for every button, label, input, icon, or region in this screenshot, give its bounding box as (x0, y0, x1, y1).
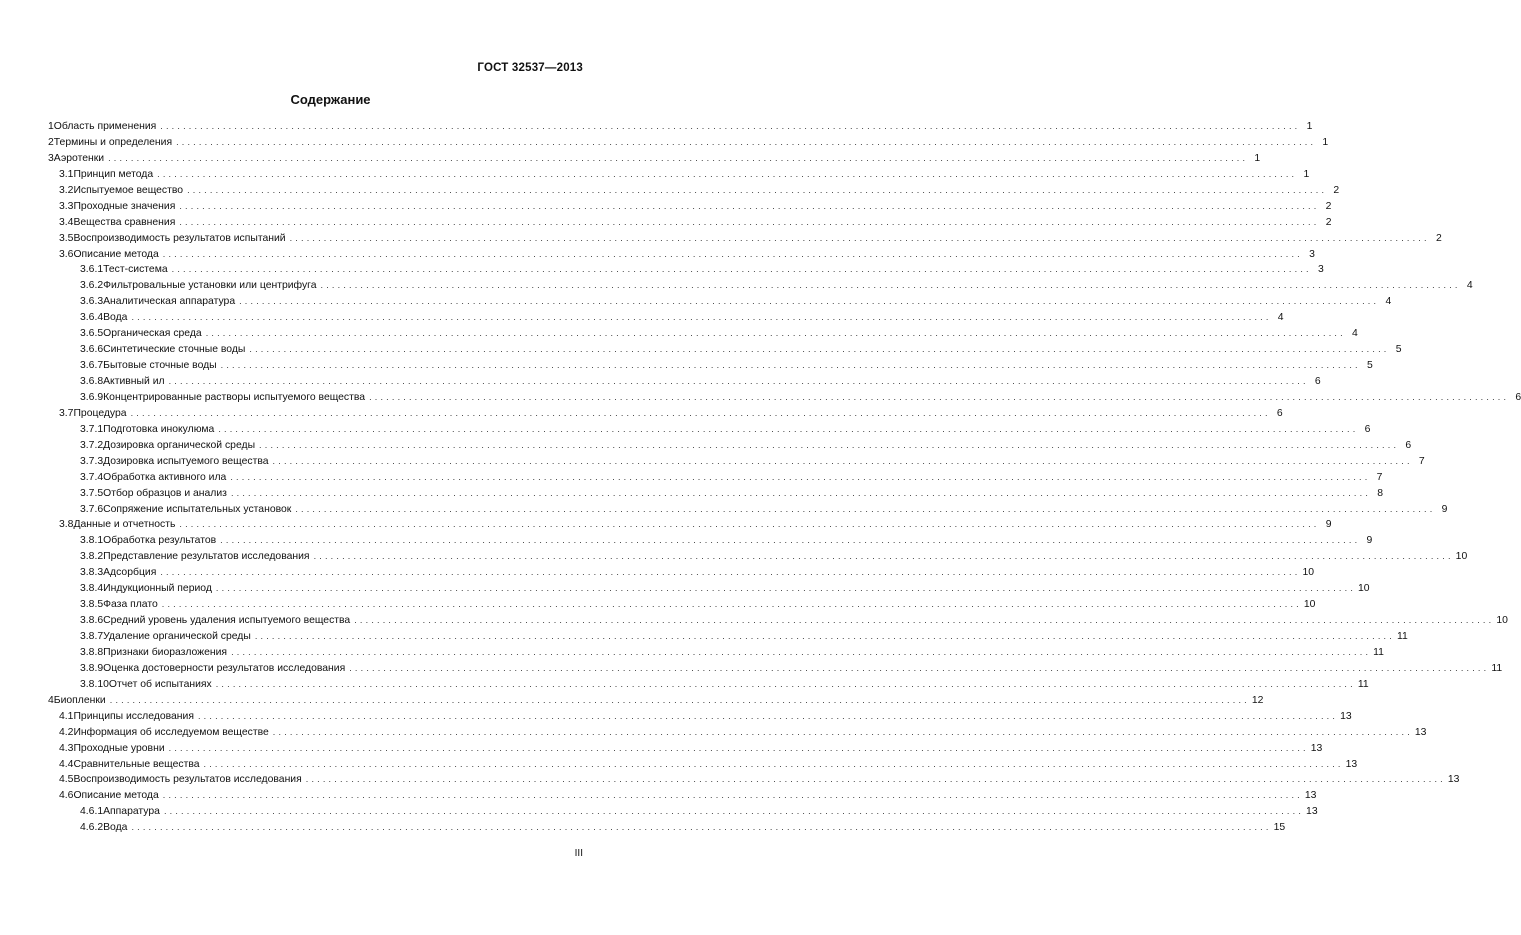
toc-entry-page: 5 (1366, 360, 1373, 372)
toc-entry-page: 1 (1306, 121, 1313, 132)
toc-entry-title: Вода (103, 312, 128, 324)
toc-entry-page: 4 (1277, 312, 1284, 324)
toc-entry-number: 3.2 (59, 184, 74, 196)
toc-entry[interactable] (48, 135, 1329, 151)
dot-leader: ........................................................................................................................................................................................................ (272, 726, 1413, 737)
toc-entry-number: 3.7.3 (80, 455, 104, 467)
toc-entry-number: 3.7.2 (80, 439, 104, 451)
toc-entry[interactable] (48, 757, 1358, 773)
toc-entry[interactable] (48, 119, 1313, 135)
toc-entry-number: 3.7.6 (80, 503, 104, 515)
toc-entry-title: Воспроизводимость результатов исследования (73, 774, 302, 786)
toc-entry-number: 4.3 (59, 742, 74, 754)
dot-leader: ........................................................................................................................................................................................................ (272, 455, 1413, 466)
toc-entry-number: 3.8 (59, 519, 74, 531)
toc-entry[interactable] (48, 629, 1408, 645)
toc-entry-number: 3.6.9 (80, 391, 104, 403)
toc-entry-number: 1 (48, 121, 54, 132)
toc-entry[interactable] (48, 581, 1370, 597)
toc-entry-page: 13 (1310, 742, 1323, 754)
dot-leader: ........................................................................................................................................................................................................ (259, 439, 1400, 450)
dot-leader: ........................................................................................................................................................................................................ (349, 662, 1490, 673)
toc-entry-number: 3.6.2 (80, 280, 104, 292)
toc-entry-title: Процедура (73, 407, 127, 419)
toc-entry-number: 3.8.3 (80, 567, 104, 579)
toc-entry-number: 3.6.8 (80, 376, 104, 387)
toc-entry-number: 3.6.5 (80, 328, 104, 340)
toc-entry[interactable] (48, 741, 1323, 757)
toc-entry-number: 3.8.7 (80, 631, 104, 642)
toc-entry-page: 7 (1418, 455, 1425, 467)
dot-leader: ........................................................................................................................................................................................................ (295, 503, 1436, 514)
toc-entry-title: Принцип метода (73, 168, 154, 180)
toc-entry[interactable] (48, 677, 1369, 693)
dot-leader: ........................................................................................................................................................................................................ (108, 152, 1249, 163)
toc-entry-title: Проходные уровни (73, 742, 165, 754)
toc-entry[interactable] (48, 422, 1371, 438)
toc-entry-number: 4.6.1 (80, 806, 104, 818)
toc-entry-number: 3.7.1 (80, 423, 104, 435)
toc-entry-number: 3.7.4 (80, 471, 104, 483)
toc-entry[interactable] (48, 470, 1383, 486)
toc-entry-page: 6 (1515, 391, 1521, 403)
toc-entry-page: 10 (1455, 551, 1468, 563)
toc-entry[interactable] (48, 709, 1352, 725)
dot-leader: ........................................................................................................................................................................................................ (230, 471, 1371, 482)
toc-entry-number: 3.6.6 (80, 344, 104, 356)
toc-entry-page: 13 (1414, 726, 1427, 738)
dot-leader: ........................................................................................................................................................................................................ (162, 790, 1303, 801)
toc-entry[interactable] (48, 533, 1373, 549)
dot-leader: ........................................................................................................................................................................................................ (163, 806, 1305, 817)
dot-leader: ........................................................................................................................................................................................................ (187, 184, 1328, 195)
dot-leader: ........................................................................................................................................................................................................ (131, 822, 1272, 833)
toc-entry[interactable] (48, 597, 1316, 613)
dot-leader: ........................................................................................................................................................................................................ (176, 136, 1317, 147)
toc-entry-number: 4.6 (59, 790, 74, 802)
toc-entry-page: 11 (1491, 662, 1503, 674)
table-of-contents (48, 119, 1521, 836)
toc-entry[interactable] (48, 231, 1442, 247)
toc-entry-page: 9 (1325, 519, 1332, 531)
toc-entry-number: 3.6.4 (80, 312, 104, 324)
toc-entry-number: 3.8.2 (80, 551, 104, 563)
dot-leader: ........................................................................................................................................................................................................ (230, 487, 1372, 498)
toc-entry-page: 3 (1309, 248, 1315, 260)
toc-entry-page: 13 (1306, 806, 1318, 818)
toc-entry-number: 3.8.1 (80, 535, 104, 547)
dot-leader: ........................................................................................................................................................................................................ (239, 296, 1380, 307)
toc-entry-title: Аэротенки (53, 152, 105, 164)
toc-entry-title: Представление результатов исследования (103, 551, 310, 563)
toc-entry-title: Термины и определения (53, 136, 173, 148)
toc-entry[interactable] (48, 725, 1427, 741)
toc-entry-number: 3.6.3 (80, 296, 104, 308)
toc-entry-number: 4.2 (59, 726, 74, 738)
toc-entry-number: 3.1 (59, 168, 74, 180)
toc-entry-title: Принципы исследования (73, 710, 194, 722)
dot-leader: ........................................................................................................................................................................................................ (179, 200, 1320, 211)
toc-entry-title: Отбор образцов и анализ (103, 487, 227, 499)
toc-entry[interactable] (48, 358, 1373, 374)
toc-entry-page: 5 (1395, 344, 1402, 356)
toc-entry-title: Подготовка инокулюма (103, 423, 215, 435)
toc-entry-title: Удаление органической среды (103, 631, 251, 642)
toc-entry[interactable] (48, 183, 1340, 199)
dot-leader: ........................................................................................................................................................................................................ (313, 551, 1454, 562)
toc-entry-page: 1 (1303, 168, 1310, 180)
toc-entry-title: Воспроизводимость результатов испытаний (73, 232, 286, 244)
toc-entry[interactable] (48, 661, 1503, 677)
dot-leader: ........................................................................................................................................................................................................ (179, 216, 1320, 227)
toc-entry-page: 3 (1317, 264, 1324, 276)
toc-entry[interactable] (48, 438, 1412, 454)
toc-entry-number: 3.6 (59, 248, 74, 260)
toc-entry-title: Сопряжение испытательных установок (103, 503, 292, 515)
dot-leader: ........................................................................................................................................................................................................ (160, 567, 1301, 578)
toc-entry[interactable] (48, 788, 1317, 804)
toc-entry[interactable] (48, 454, 1425, 470)
toc-entry-number: 3.7.5 (80, 487, 104, 499)
toc-entry[interactable] (48, 199, 1332, 215)
toc-entry-title: Фаза плато (103, 599, 158, 611)
dot-leader: ........................................................................................................................................................................................................ (254, 631, 1395, 641)
toc-entry[interactable] (48, 645, 1384, 661)
toc-entry-number: 3.8.5 (80, 599, 104, 611)
toc-entry-page: 13 (1340, 710, 1352, 722)
dot-leader: ........................................................................................................................................................................................................ (205, 328, 1346, 339)
toc-entry[interactable] (48, 326, 1358, 342)
toc-entry-title: Дозировка испытуемого вещества (103, 455, 269, 467)
toc-entry-title: Область применения (53, 121, 157, 132)
toc-entry-number: 3.8.6 (80, 615, 104, 627)
toc-entry[interactable] (48, 693, 1264, 709)
toc-entry-number: 3.8.4 (80, 583, 104, 595)
toc-entry-title: Данные и отчетность (73, 519, 176, 531)
toc-entry[interactable] (48, 262, 1324, 278)
toc-entry-number: 3.3 (59, 200, 74, 212)
toc-entry[interactable] (48, 390, 1521, 406)
dot-leader: ........................................................................................................................................................................................................ (354, 615, 1495, 626)
toc-entry-page: 15 (1273, 822, 1286, 834)
toc-entry-title: Описание метода (73, 248, 159, 260)
dot-leader: ........................................................................................................................................................................................................ (215, 678, 1356, 689)
dot-leader: ........................................................................................................................................................................................................ (168, 376, 1309, 386)
toc-entry-title: Дозировка органической среды (103, 439, 256, 451)
toc-entry[interactable] (48, 374, 1321, 390)
toc-entry-number: 4.5 (59, 774, 74, 786)
toc-entry-page: 2 (1435, 232, 1442, 244)
toc-entry-page: 11 (1357, 678, 1369, 690)
toc-entry-title: Активный ил (103, 376, 165, 387)
toc-entry-page: 11 (1373, 646, 1384, 658)
toc-entry-page: 10 (1302, 567, 1314, 579)
toc-entry-title: Средний уровень удаления испытуемого вещества (103, 615, 351, 627)
toc-entry-number: 3.7 (59, 407, 74, 419)
toc-entry-page: 10 (1358, 583, 1370, 595)
toc-entry-title: Тест-система (103, 264, 168, 276)
toc-entry-title: Обработка результатов (103, 535, 217, 547)
dot-leader: ........................................................................................................................................................................................................ (220, 360, 1361, 371)
toc-entry-number: 3.8.10 (80, 678, 109, 690)
toc-entry[interactable] (48, 549, 1468, 565)
dot-leader: ........................................................................................................................................................................................................ (131, 312, 1272, 323)
toc-entry-page: 9 (1366, 535, 1373, 547)
dot-leader: ........................................................................................................................................................................................................ (369, 391, 1510, 402)
toc-entry-page: 13 (1304, 790, 1317, 802)
toc-entry-title: Проходные значения (73, 200, 176, 212)
toc-entry[interactable] (48, 613, 1508, 629)
toc-entry-number: 3.5 (59, 232, 74, 244)
dot-leader: ........................................................................................................................................................................................................ (218, 423, 1359, 434)
toc-entry-page: 12 (1251, 694, 1264, 706)
page-number: III (574, 848, 583, 859)
toc-entry-page: 4 (1385, 296, 1392, 308)
toc-entry[interactable] (48, 565, 1314, 581)
toc-entry-title: Фильтровальные установки или центрифуга (103, 280, 317, 292)
dot-leader: ........................................................................................................................................................................................................ (161, 599, 1302, 610)
toc-entry-title: Информация об исследуемом веществе (73, 726, 269, 738)
dot-leader: ........................................................................................................................................................................................................ (203, 758, 1344, 769)
toc-entry-number: 3.4 (59, 216, 74, 228)
dot-leader: ........................................................................................................................................................................................................ (162, 248, 1303, 259)
toc-entry-title: Признаки биоразложения (103, 646, 228, 658)
dot-leader: ........................................................................................................................................................................................................ (109, 694, 1250, 705)
toc-entry[interactable] (48, 247, 1315, 263)
toc-entry-title: Описание метода (73, 790, 159, 802)
toc-entry-page: 8 (1377, 487, 1384, 499)
toc-entry-title: Органическая среда (103, 328, 202, 340)
toc-entry[interactable] (48, 151, 1261, 167)
dot-leader: ........................................................................................................................................................................................................ (320, 280, 1461, 291)
toc-entry[interactable] (48, 215, 1332, 231)
toc-entry-title: Адсорбция (103, 567, 157, 579)
dot-leader: ........................................................................................................................................................................................................ (249, 344, 1390, 355)
toc-entry-title: Аналитическая аппаратура (103, 296, 236, 308)
toc-entry-title: Сравнительные вещества (73, 758, 200, 770)
toc-entry-title: Бытовые сточные воды (103, 360, 217, 372)
toc-entry-page: 2 (1325, 216, 1332, 228)
toc-entry-title: Вещества сравнения (73, 216, 176, 228)
toc-entry-page: 13 (1447, 774, 1460, 786)
dot-leader: ........................................................................................................................................................................................................ (197, 710, 1339, 721)
toc-entry-title: Испытуемое вещество (73, 184, 184, 196)
dot-leader: ........................................................................................................................................................................................................ (179, 519, 1320, 530)
dot-leader: ........................................................................................................................................................................................................ (231, 646, 1372, 657)
toc-entry-page: 7 (1376, 471, 1383, 483)
toc-entry[interactable] (48, 406, 1283, 422)
toc-entry-page: 11 (1396, 631, 1408, 642)
toc-entry-page: 6 (1405, 439, 1412, 451)
toc-entry-page: 1 (1254, 152, 1261, 164)
toc-entry-number: 2 (48, 136, 54, 148)
toc-entry-number: 3.8.9 (80, 662, 104, 674)
toc-entry[interactable] (48, 820, 1286, 836)
toc-entry-page: 10 (1303, 599, 1316, 611)
toc-entry-title: Вода (103, 822, 128, 834)
toc-entry[interactable] (48, 502, 1448, 518)
toc-entry-title: Синтетические сточные воды (103, 344, 246, 356)
toc-entry-page: 6 (1364, 423, 1371, 435)
toc-entry-title: Оценка достоверности результатов исследования (103, 662, 346, 674)
toc-entry-title: Биопленки (53, 694, 106, 706)
toc-entry-page: 6 (1314, 376, 1321, 387)
toc-entry-number: 4.1 (59, 710, 74, 722)
toc-entry-title: Индукционный период (103, 583, 212, 595)
toc-entry[interactable] (48, 772, 1460, 788)
toc-entry[interactable] (48, 167, 1310, 183)
toc-entry-number: 3.8.8 (80, 646, 104, 658)
toc-entry-number: 3 (48, 152, 54, 164)
dot-leader: ........................................................................................................................................................................................................ (160, 121, 1301, 131)
toc-entry-title: Обработка активного ила (103, 471, 227, 483)
toc-entry[interactable] (48, 278, 1473, 294)
dot-leader: ........................................................................................................................................................................................................ (215, 583, 1357, 594)
dot-leader: ........................................................................................................................................................................................................ (130, 407, 1271, 418)
dot-leader: ........................................................................................................................................................................................................ (305, 774, 1446, 785)
toc-entry-number: 3.6.1 (80, 264, 104, 276)
toc-entry-title: Аппаратура (103, 806, 160, 818)
dot-leader: ........................................................................................................................................................................................................ (171, 264, 1312, 275)
toc-entry[interactable] (48, 294, 1392, 310)
toc-entry-page: 10 (1496, 615, 1508, 627)
toc-entry-page: 4 (1352, 328, 1358, 340)
toc-entry-page: 1 (1322, 136, 1329, 148)
toc-entry-number: 3.6.7 (80, 360, 104, 372)
toc-title: Содержание (290, 92, 371, 107)
toc-entry-page: 6 (1276, 407, 1283, 419)
toc-entry-number: 4.6.2 (80, 822, 104, 834)
toc-entry[interactable] (48, 804, 1318, 820)
dot-leader: ........................................................................................................................................................................................................ (168, 742, 1309, 753)
toc-entry-page: 2 (1333, 184, 1340, 196)
toc-entry[interactable] (48, 486, 1384, 502)
toc-entry-page: 13 (1345, 758, 1358, 770)
toc-entry-number: 4 (48, 694, 54, 706)
toc-entry[interactable] (48, 517, 1332, 533)
toc-entry[interactable] (48, 310, 1284, 326)
standard-code: ГОСТ 32537—2013 (477, 62, 583, 74)
dot-leader: ........................................................................................................................................................................................................ (220, 535, 1361, 546)
toc-entry-page: 9 (1441, 503, 1448, 515)
dot-leader: ........................................................................................................................................................................................................ (289, 232, 1430, 243)
toc-entry-number: 4.4 (59, 758, 74, 770)
dot-leader: ........................................................................................................................................................................................................ (157, 168, 1298, 179)
toc-entry[interactable] (48, 342, 1402, 358)
toc-entry-page: 4 (1466, 280, 1473, 292)
toc-entry-title: Концентрированные растворы испытуемого вещества (103, 391, 366, 403)
toc-entry-page: 2 (1325, 200, 1332, 212)
toc-entry-title: Отчет об испытаниях (108, 678, 212, 690)
